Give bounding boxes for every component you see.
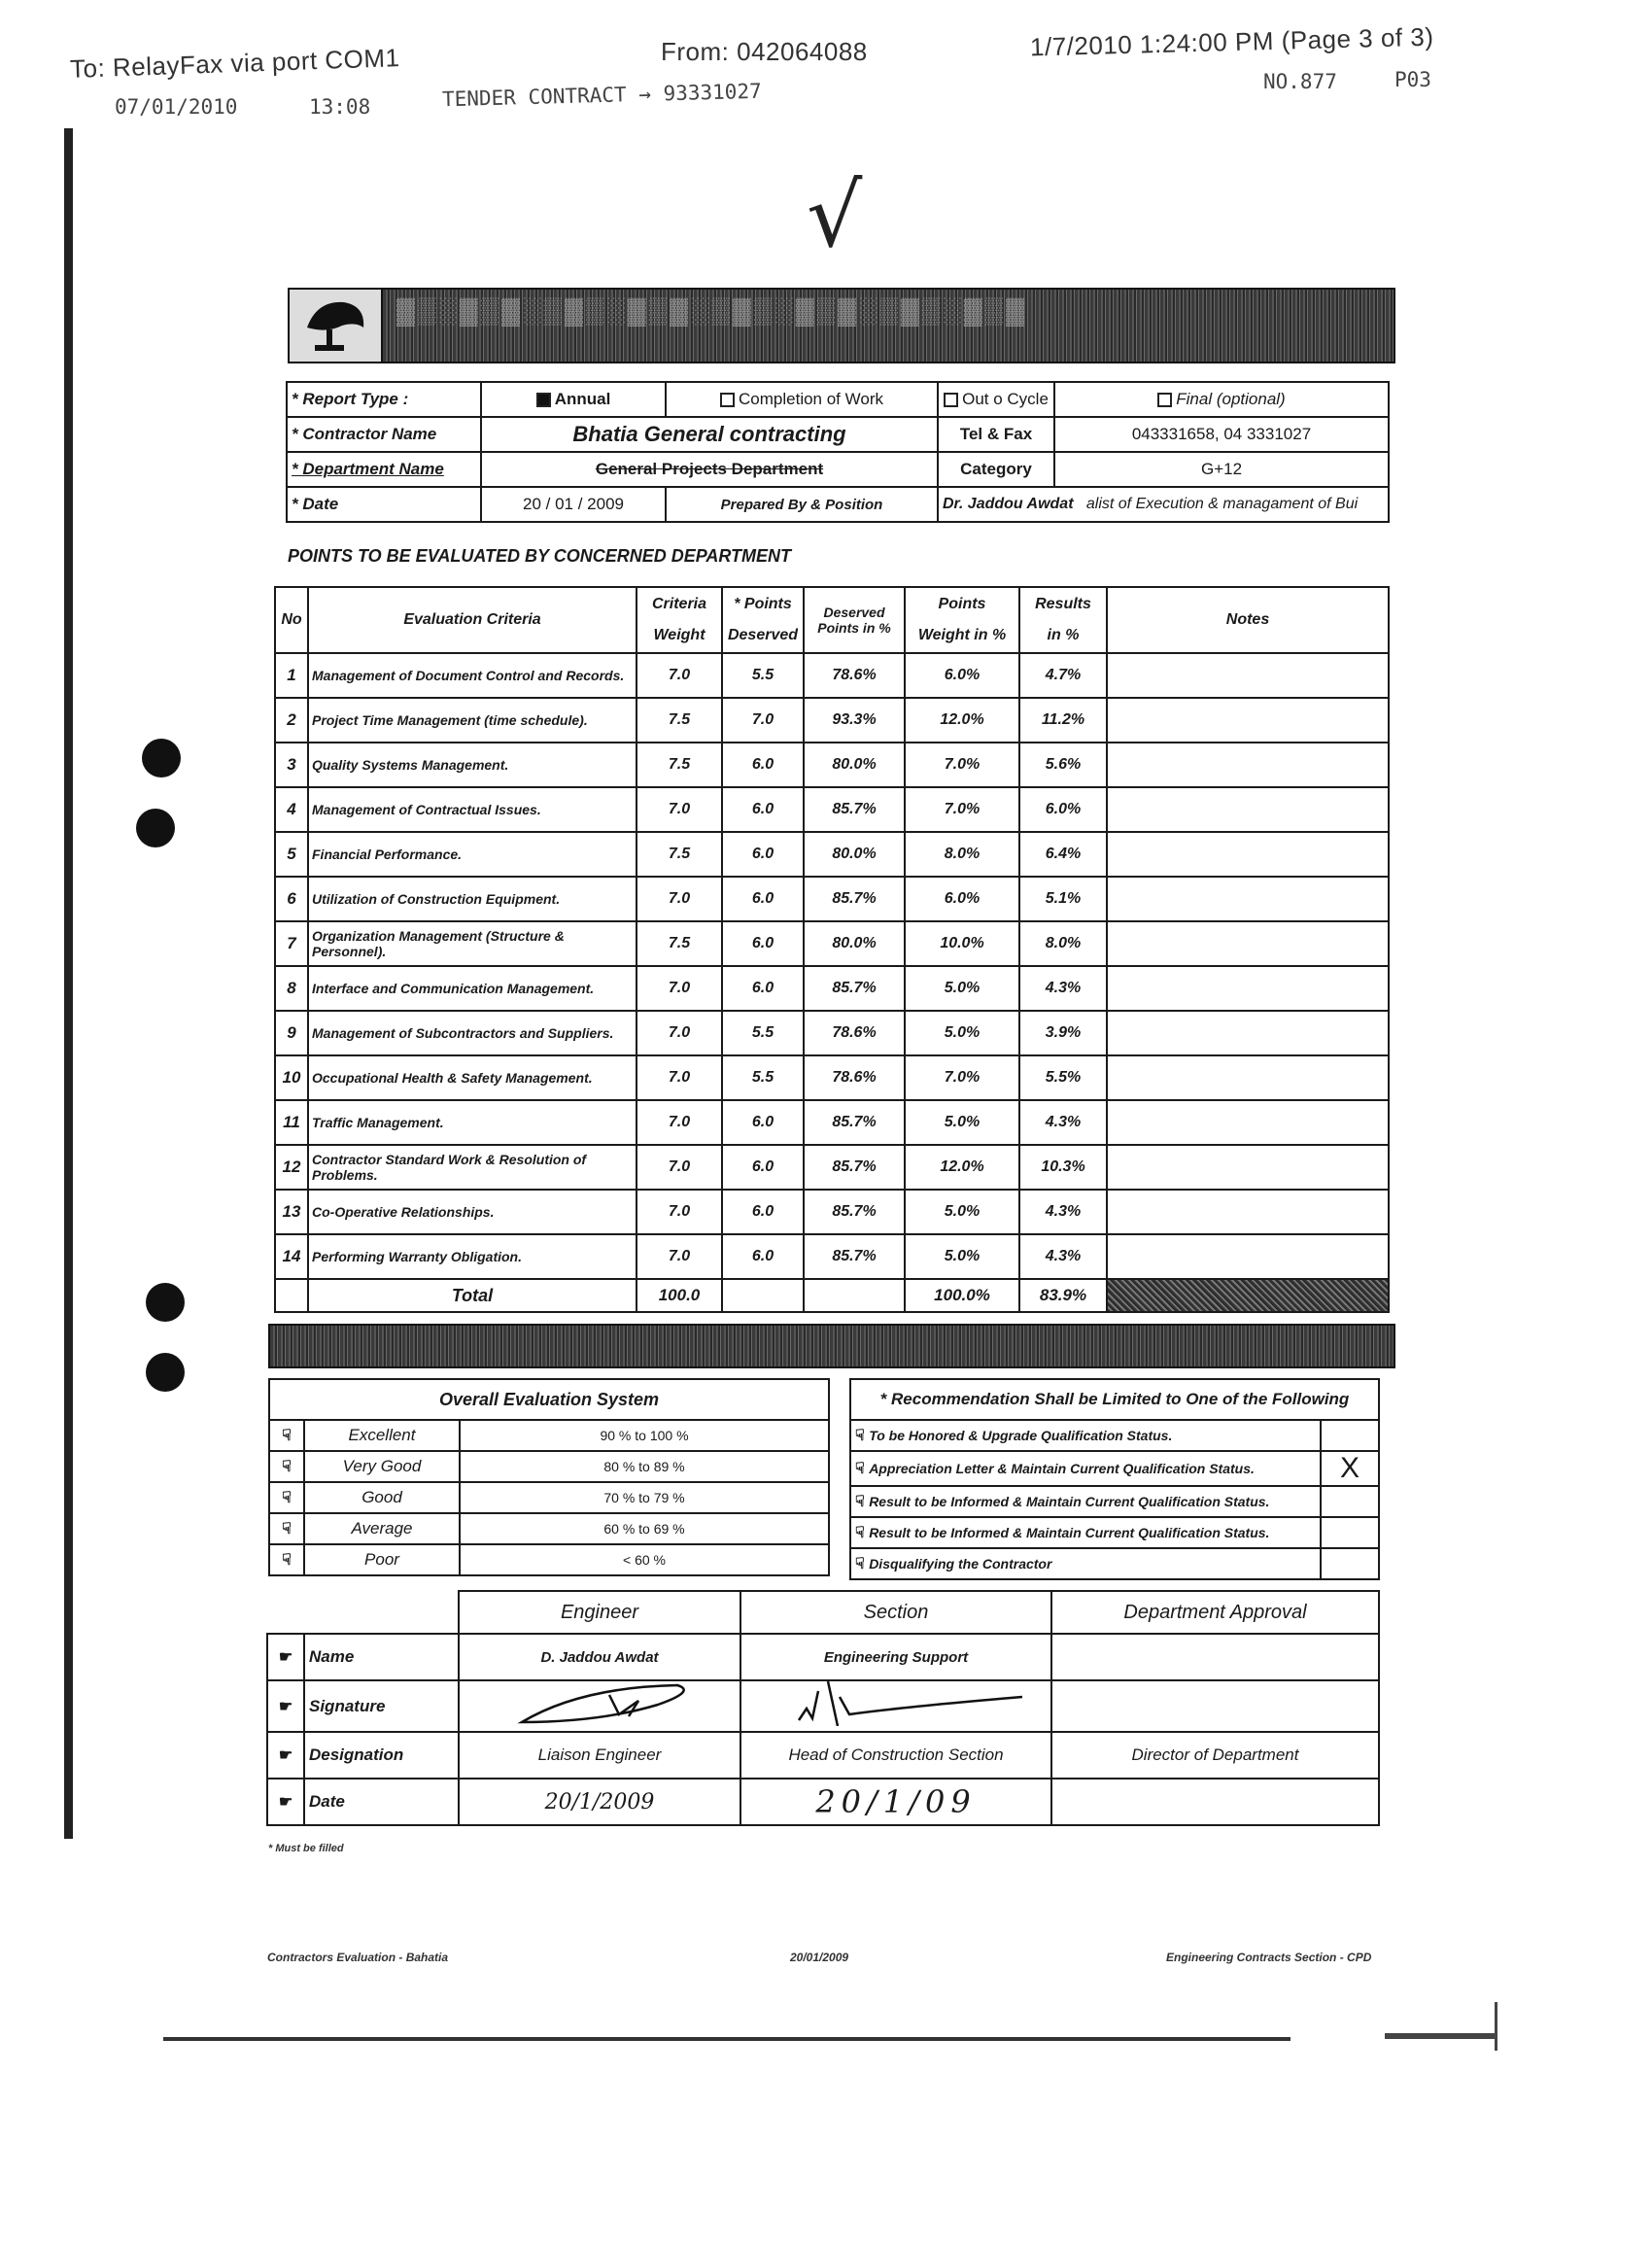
pointing-hand-icon: ☟ xyxy=(855,1494,870,1510)
header-line: Points in % xyxy=(817,620,891,636)
evaluation-row xyxy=(275,1100,1389,1145)
date-label: * Date xyxy=(287,487,481,522)
department-date xyxy=(1051,1779,1379,1825)
recommendation-label: Disqualifying the Contractor xyxy=(869,1556,1052,1572)
row-points-deserved: 6.0 xyxy=(722,1234,804,1279)
row-deserved-pct: 85.7% xyxy=(804,1100,905,1145)
punch-hole xyxy=(146,1353,185,1392)
total-points-weight: 100.0% xyxy=(905,1279,1019,1312)
row-points-deserved: 5.5 xyxy=(722,653,804,698)
row-label-name: Name xyxy=(304,1634,459,1680)
row-points-weight: 7.0% xyxy=(905,787,1019,832)
col-points-deserved xyxy=(722,587,804,653)
row-result: 10.3% xyxy=(1019,1145,1107,1190)
row-points-deserved: 6.0 xyxy=(722,921,804,966)
row-criteria-weight: 7.5 xyxy=(637,921,722,966)
total-label: Total xyxy=(308,1279,637,1312)
row-criteria-weight: 7.0 xyxy=(637,653,722,698)
row-number: 5 xyxy=(275,832,308,877)
engineer-signature xyxy=(459,1680,740,1732)
recommendation-title: * Recommendation Shall be Limited to One of the Following xyxy=(850,1379,1379,1420)
fax-time: 1/7/2010 1:24:00 PM xyxy=(1029,25,1275,62)
row-deserved-pct: 93.3% xyxy=(804,698,905,743)
total-empty xyxy=(722,1279,804,1312)
recommendation-label: Result to be Informed & Maintain Current Qualification Status. xyxy=(869,1494,1270,1509)
overall-evaluation-table xyxy=(268,1378,830,1576)
logo-emblem-icon xyxy=(297,294,375,357)
evaluation-row xyxy=(275,698,1389,743)
pointing-hand-icon: ☟ xyxy=(855,1461,870,1477)
row-points-deserved: 6.0 xyxy=(722,743,804,787)
row-label-date: Date xyxy=(304,1779,459,1825)
footer-left: Contractors Evaluation - Bahatia xyxy=(267,1951,449,1964)
row-notes[interactable] xyxy=(1107,1234,1389,1279)
total-empty xyxy=(275,1279,308,1312)
col-engineer: Engineer xyxy=(459,1591,740,1634)
check-mark: √ xyxy=(807,165,863,267)
row-points-deserved: 5.5 xyxy=(722,1011,804,1055)
recommendation-text xyxy=(850,1517,1321,1548)
col-no: No xyxy=(275,587,308,653)
row-result: 4.7% xyxy=(1019,653,1107,698)
row-deserved-pct: 85.7% xyxy=(804,877,905,921)
pointing-hand-icon: ☛ xyxy=(267,1732,304,1779)
report-type-out-of-cycle[interactable] xyxy=(938,382,1054,417)
evaluation-row xyxy=(275,966,1389,1011)
row-criteria-weight: 7.0 xyxy=(637,1234,722,1279)
grade-range: 90 % to 100 % xyxy=(460,1420,829,1451)
grade-row xyxy=(269,1420,829,1451)
header-line: Deserved xyxy=(823,605,885,620)
banner-scan-noise: ▓▒░▓▒▓░▒▓▒░▓▒▓░▒▓▒░▓▒▓░▒▓▒░▓▒▓ xyxy=(396,295,1028,325)
col-deserved-pct xyxy=(804,587,905,653)
prepared-by-value xyxy=(938,487,1389,522)
report-info-table xyxy=(286,381,1390,523)
scan-line xyxy=(1385,2033,1497,2039)
grade-row xyxy=(269,1513,829,1544)
row-notes[interactable] xyxy=(1107,921,1389,966)
footer-center: 20/01/2009 xyxy=(790,1951,849,1964)
total-weight: 100.0 xyxy=(637,1279,722,1312)
row-points-weight: 8.0% xyxy=(905,832,1019,877)
fax-page-code: P03 xyxy=(1394,68,1431,91)
row-notes[interactable] xyxy=(1107,1055,1389,1100)
row-points-deserved: 6.0 xyxy=(722,1190,804,1234)
row-criteria-weight: 7.0 xyxy=(637,1055,722,1100)
overall-title: Overall Evaluation System xyxy=(269,1379,829,1420)
row-points-weight: 10.0% xyxy=(905,921,1019,966)
fax-route: TENDER CONTRACT → 93331027 xyxy=(441,79,762,112)
row-points-weight: 12.0% xyxy=(905,1145,1019,1190)
pointing-hand-icon: ☟ xyxy=(855,1525,870,1541)
row-number: 9 xyxy=(275,1011,308,1055)
row-number: 2 xyxy=(275,698,308,743)
row-result: 5.6% xyxy=(1019,743,1107,787)
row-deserved-pct: 85.7% xyxy=(804,787,905,832)
grade-range: 80 % to 89 % xyxy=(460,1451,829,1482)
evaluation-row xyxy=(275,787,1389,832)
pointing-hand-icon: ☟ xyxy=(269,1482,304,1513)
form-title-banner xyxy=(381,288,1395,363)
fax-page: (Page 3 of 3) xyxy=(1281,21,1434,55)
pointing-hand-icon: ☟ xyxy=(269,1420,304,1451)
pointing-hand-icon: ☟ xyxy=(269,1544,304,1575)
row-notes[interactable] xyxy=(1107,743,1389,787)
header-line: Weight in % xyxy=(917,627,1007,643)
total-result: 83.9% xyxy=(1019,1279,1107,1312)
report-type-completion[interactable] xyxy=(666,382,938,417)
row-criteria-weight: 7.0 xyxy=(637,1190,722,1234)
engineer-designation: Liaison Engineer xyxy=(459,1732,740,1779)
recommendation-label: Result to be Informed & Maintain Current Qualification Status. xyxy=(869,1525,1270,1540)
row-points-weight: 5.0% xyxy=(905,1234,1019,1279)
row-number: 4 xyxy=(275,787,308,832)
recommendation-row xyxy=(850,1517,1379,1548)
evaluation-row xyxy=(275,1145,1389,1190)
total-row xyxy=(275,1279,1389,1312)
row-points-deserved: 6.0 xyxy=(722,966,804,1011)
row-points-deserved: 6.0 xyxy=(722,1100,804,1145)
row-criteria: Utilization of Construction Equipment. xyxy=(308,877,637,921)
row-criteria: Performing Warranty Obligation. xyxy=(308,1234,637,1279)
tel-label: Tel & Fax xyxy=(938,417,1054,452)
row-result: 4.3% xyxy=(1019,966,1107,1011)
grade-range: 60 % to 69 % xyxy=(460,1513,829,1544)
pointing-hand-icon: ☛ xyxy=(267,1779,304,1825)
fax-to: To: RelayFax via port COM1 xyxy=(69,43,400,84)
row-notes[interactable] xyxy=(1107,1145,1389,1190)
row-notes[interactable] xyxy=(1107,1100,1389,1145)
row-points-deserved: 6.0 xyxy=(722,877,804,921)
row-criteria-weight: 7.0 xyxy=(637,787,722,832)
row-points-weight: 5.0% xyxy=(905,966,1019,1011)
department-signature xyxy=(1051,1680,1379,1732)
recommendation-text xyxy=(850,1486,1321,1517)
row-criteria: Quality Systems Management. xyxy=(308,743,637,787)
total-shaded-cell xyxy=(1107,1279,1389,1312)
header-line: Deserved xyxy=(727,627,799,643)
report-type-label: * Report Type : xyxy=(287,382,481,417)
grade-row xyxy=(269,1451,829,1482)
row-points-weight: 5.0% xyxy=(905,1100,1019,1145)
option-label: Completion of Work xyxy=(739,390,883,408)
total-empty xyxy=(804,1279,905,1312)
checkbox-empty-icon xyxy=(720,393,735,407)
row-number: 11 xyxy=(275,1100,308,1145)
pointing-hand-icon: ☛ xyxy=(267,1680,304,1732)
grade-row xyxy=(269,1544,829,1575)
col-department-approval: Department Approval xyxy=(1051,1591,1379,1634)
row-notes[interactable] xyxy=(1107,787,1389,832)
recommendation-mark[interactable] xyxy=(1321,1420,1379,1451)
row-criteria-weight: 7.0 xyxy=(637,1145,722,1190)
fax-clock: 13:08 xyxy=(309,95,371,119)
contractor-label: * Contractor Name xyxy=(287,417,481,452)
row-points-deserved: 6.0 xyxy=(722,832,804,877)
row-deserved-pct: 80.0% xyxy=(804,832,905,877)
row-criteria: Organization Management (Structure & Personnel). xyxy=(308,921,637,966)
row-number: 3 xyxy=(275,743,308,787)
row-result: 3.9% xyxy=(1019,1011,1107,1055)
row-points-weight: 5.0% xyxy=(905,1190,1019,1234)
row-result: 11.2% xyxy=(1019,698,1107,743)
grade-label: Very Good xyxy=(304,1451,460,1482)
recommendation-row xyxy=(850,1486,1379,1517)
row-number: 10 xyxy=(275,1055,308,1100)
recommendation-row xyxy=(850,1548,1379,1579)
header-line: Points xyxy=(938,596,986,612)
col-criteria: Evaluation Criteria xyxy=(308,587,637,653)
pointing-hand-icon: ☛ xyxy=(267,1634,304,1680)
grade-label: Poor xyxy=(304,1544,460,1575)
pointing-hand-icon: ☟ xyxy=(855,1428,870,1444)
row-deserved-pct: 85.7% xyxy=(804,1190,905,1234)
checkbox-checked-icon xyxy=(536,393,551,407)
section-signature xyxy=(740,1680,1051,1732)
row-points-weight: 12.0% xyxy=(905,698,1019,743)
row-deserved-pct: 78.6% xyxy=(804,1055,905,1100)
department-value: General Projects Department xyxy=(481,452,938,487)
result-banner xyxy=(268,1324,1395,1368)
header-line: Weight xyxy=(653,627,706,643)
row-notes[interactable] xyxy=(1107,698,1389,743)
scan-line xyxy=(163,2037,1291,2041)
row-number: 13 xyxy=(275,1190,308,1234)
row-criteria-weight: 7.5 xyxy=(637,698,722,743)
evaluation-table xyxy=(274,586,1390,1313)
prepared-by-position: alist of Execution & managament of Bui xyxy=(1085,496,1359,512)
recommendation-mark[interactable] xyxy=(1321,1548,1379,1579)
row-deserved-pct: 80.0% xyxy=(804,743,905,787)
prepared-by-label: Prepared By & Position xyxy=(666,487,938,522)
contractor-value: Bhatia General contracting xyxy=(481,417,938,452)
row-number: 1 xyxy=(275,653,308,698)
signature-scribble-icon xyxy=(502,1681,697,1726)
signature-scribble-icon xyxy=(760,1681,1032,1726)
row-result: 4.3% xyxy=(1019,1100,1107,1145)
recommendation-text xyxy=(850,1451,1321,1486)
spacer xyxy=(267,1591,304,1634)
row-notes[interactable] xyxy=(1107,832,1389,877)
option-label: Out o Cycle xyxy=(962,390,1049,408)
engineer-name: D. Jaddou Awdat xyxy=(459,1634,740,1680)
row-result: 5.5% xyxy=(1019,1055,1107,1100)
row-points-deserved: 6.0 xyxy=(722,787,804,832)
recommendation-mark[interactable] xyxy=(1321,1486,1379,1517)
row-points-weight: 7.0% xyxy=(905,743,1019,787)
engineer-date: 20/1/2009 xyxy=(459,1779,740,1825)
row-notes[interactable] xyxy=(1107,1190,1389,1234)
punch-hole xyxy=(136,809,175,847)
report-type-annual[interactable] xyxy=(481,382,666,417)
grade-range: < 60 % xyxy=(460,1544,829,1575)
row-deserved-pct: 85.7% xyxy=(804,1234,905,1279)
recommendation-text xyxy=(850,1548,1321,1579)
row-notes[interactable] xyxy=(1107,966,1389,1011)
row-points-weight: 6.0% xyxy=(905,877,1019,921)
section-date: 20/1/09 xyxy=(740,1779,1051,1825)
recommendation-label: Appreciation Letter & Maintain Current Qualification Status. xyxy=(869,1461,1255,1476)
category-label: Category xyxy=(938,452,1054,487)
fax-date: 07/01/2010 xyxy=(115,95,238,119)
footer-right: Engineering Contracts Section - CPD xyxy=(1166,1951,1372,1964)
row-deserved-pct: 78.6% xyxy=(804,1011,905,1055)
evaluation-row xyxy=(275,1055,1389,1100)
header-line: Results xyxy=(1035,596,1091,612)
row-number: 7 xyxy=(275,921,308,966)
row-number: 6 xyxy=(275,877,308,921)
header-line: Criteria xyxy=(651,596,707,612)
header-line: in % xyxy=(1047,627,1080,643)
grade-label: Good xyxy=(304,1482,460,1513)
row-criteria: Co-Operative Relationships. xyxy=(308,1190,637,1234)
prepared-by-name: Dr. Jaddou Awdat xyxy=(943,496,1074,512)
grade-label: Excellent xyxy=(304,1420,460,1451)
recommendation-mark[interactable] xyxy=(1321,1517,1379,1548)
recommendation-row xyxy=(850,1451,1379,1486)
row-criteria-weight: 7.0 xyxy=(637,1100,722,1145)
row-deserved-pct: 85.7% xyxy=(804,1145,905,1190)
evaluation-row xyxy=(275,1234,1389,1279)
option-label: Final (optional) xyxy=(1176,390,1286,408)
department-name xyxy=(1051,1634,1379,1680)
row-criteria: Contractor Standard Work & Resolution of Problems. xyxy=(308,1145,637,1190)
row-notes[interactable] xyxy=(1107,877,1389,921)
recommendation-table xyxy=(849,1378,1380,1580)
punch-hole xyxy=(142,739,181,777)
row-result: 6.4% xyxy=(1019,832,1107,877)
department-designation: Director of Department xyxy=(1051,1732,1379,1779)
pointing-hand-icon: ☟ xyxy=(269,1451,304,1482)
row-criteria-weight: 7.5 xyxy=(637,743,722,787)
row-criteria-weight: 7.0 xyxy=(637,877,722,921)
organization-logo xyxy=(288,288,385,363)
col-criteria-weight xyxy=(637,587,722,653)
row-label-designation: Designation xyxy=(304,1732,459,1779)
col-results xyxy=(1019,587,1107,653)
row-criteria: Interface and Communication Management. xyxy=(308,966,637,1011)
row-deserved-pct: 78.6% xyxy=(804,653,905,698)
date-value: 20 / 01 / 2009 xyxy=(481,487,666,522)
grade-label: Average xyxy=(304,1513,460,1544)
row-criteria: Management of Contractual Issues. xyxy=(308,787,637,832)
row-criteria: Traffic Management. xyxy=(308,1100,637,1145)
checkbox-empty-icon xyxy=(944,393,958,407)
row-number: 8 xyxy=(275,966,308,1011)
row-criteria: Management of Document Control and Records. xyxy=(308,653,637,698)
row-criteria: Project Time Management (time schedule). xyxy=(308,698,637,743)
row-result: 4.3% xyxy=(1019,1190,1107,1234)
checkbox-empty-icon xyxy=(1157,393,1172,407)
row-result: 5.1% xyxy=(1019,877,1107,921)
row-points-deserved: 5.5 xyxy=(722,1055,804,1100)
row-criteria-weight: 7.0 xyxy=(637,966,722,1011)
row-label-signature: Signature xyxy=(304,1680,459,1732)
row-points-deserved: 6.0 xyxy=(722,1145,804,1190)
evaluation-row xyxy=(275,877,1389,921)
row-criteria-weight: 7.0 xyxy=(637,1011,722,1055)
grade-row xyxy=(269,1482,829,1513)
col-notes: Notes xyxy=(1107,587,1389,653)
tel-value: 043331658, 04 3331027 xyxy=(1054,417,1389,452)
recommendation-row xyxy=(850,1420,1379,1451)
evaluation-row xyxy=(275,743,1389,787)
row-points-weight: 7.0% xyxy=(905,1055,1019,1100)
row-number: 12 xyxy=(275,1145,308,1190)
scan-line xyxy=(1495,2002,1497,2051)
evaluation-row xyxy=(275,921,1389,966)
scan-margin-bar xyxy=(64,128,73,1839)
option-label: Annual xyxy=(554,390,611,408)
grade-range: 70 % to 79 % xyxy=(460,1482,829,1513)
row-points-weight: 6.0% xyxy=(905,653,1019,698)
report-type-final[interactable] xyxy=(1054,382,1389,417)
fax-number: NO.877 xyxy=(1263,70,1337,93)
must-be-filled-note: * Must be filled xyxy=(268,1843,344,1854)
recommendation-text xyxy=(850,1420,1321,1451)
evaluation-row xyxy=(275,653,1389,698)
row-result: 8.0% xyxy=(1019,921,1107,966)
row-criteria-weight: 7.5 xyxy=(637,832,722,877)
row-points-weight: 5.0% xyxy=(905,1011,1019,1055)
category-value: G+12 xyxy=(1054,452,1389,487)
row-notes[interactable] xyxy=(1107,653,1389,698)
department-label: * Department Name xyxy=(287,452,481,487)
row-deserved-pct: 80.0% xyxy=(804,921,905,966)
row-criteria: Management of Subcontractors and Suppliers. xyxy=(308,1011,637,1055)
fax-from: From: 042064088 xyxy=(661,37,868,66)
row-result: 6.0% xyxy=(1019,787,1107,832)
row-number: 14 xyxy=(275,1234,308,1279)
row-criteria: Occupational Health & Safety Management. xyxy=(308,1055,637,1100)
section-title: POINTS TO BE EVALUATED BY CONCERNED DEPARTMENT xyxy=(288,546,792,566)
row-points-deserved: 7.0 xyxy=(722,698,804,743)
evaluation-row xyxy=(275,832,1389,877)
spacer xyxy=(304,1591,459,1634)
row-deserved-pct: 85.7% xyxy=(804,966,905,1011)
signoff-table xyxy=(266,1590,1380,1826)
recommendation-label: To be Honored & Upgrade Qualification Status. xyxy=(869,1428,1173,1443)
col-section: Section xyxy=(740,1591,1051,1634)
evaluation-row xyxy=(275,1190,1389,1234)
row-notes[interactable] xyxy=(1107,1011,1389,1055)
row-result: 4.3% xyxy=(1019,1234,1107,1279)
row-criteria: Financial Performance. xyxy=(308,832,637,877)
section-name: Engineering Support xyxy=(740,1634,1051,1680)
pointing-hand-icon: ☟ xyxy=(269,1513,304,1544)
header-line: * Points xyxy=(734,596,792,612)
recommendation-mark[interactable]: X xyxy=(1321,1451,1379,1486)
pointing-hand-icon: ☟ xyxy=(855,1556,870,1572)
col-points-weight xyxy=(905,587,1019,653)
punch-hole xyxy=(146,1283,185,1322)
section-designation: Head of Construction Section xyxy=(740,1732,1051,1779)
fax-timestamp xyxy=(1030,22,1434,63)
evaluation-row xyxy=(275,1011,1389,1055)
